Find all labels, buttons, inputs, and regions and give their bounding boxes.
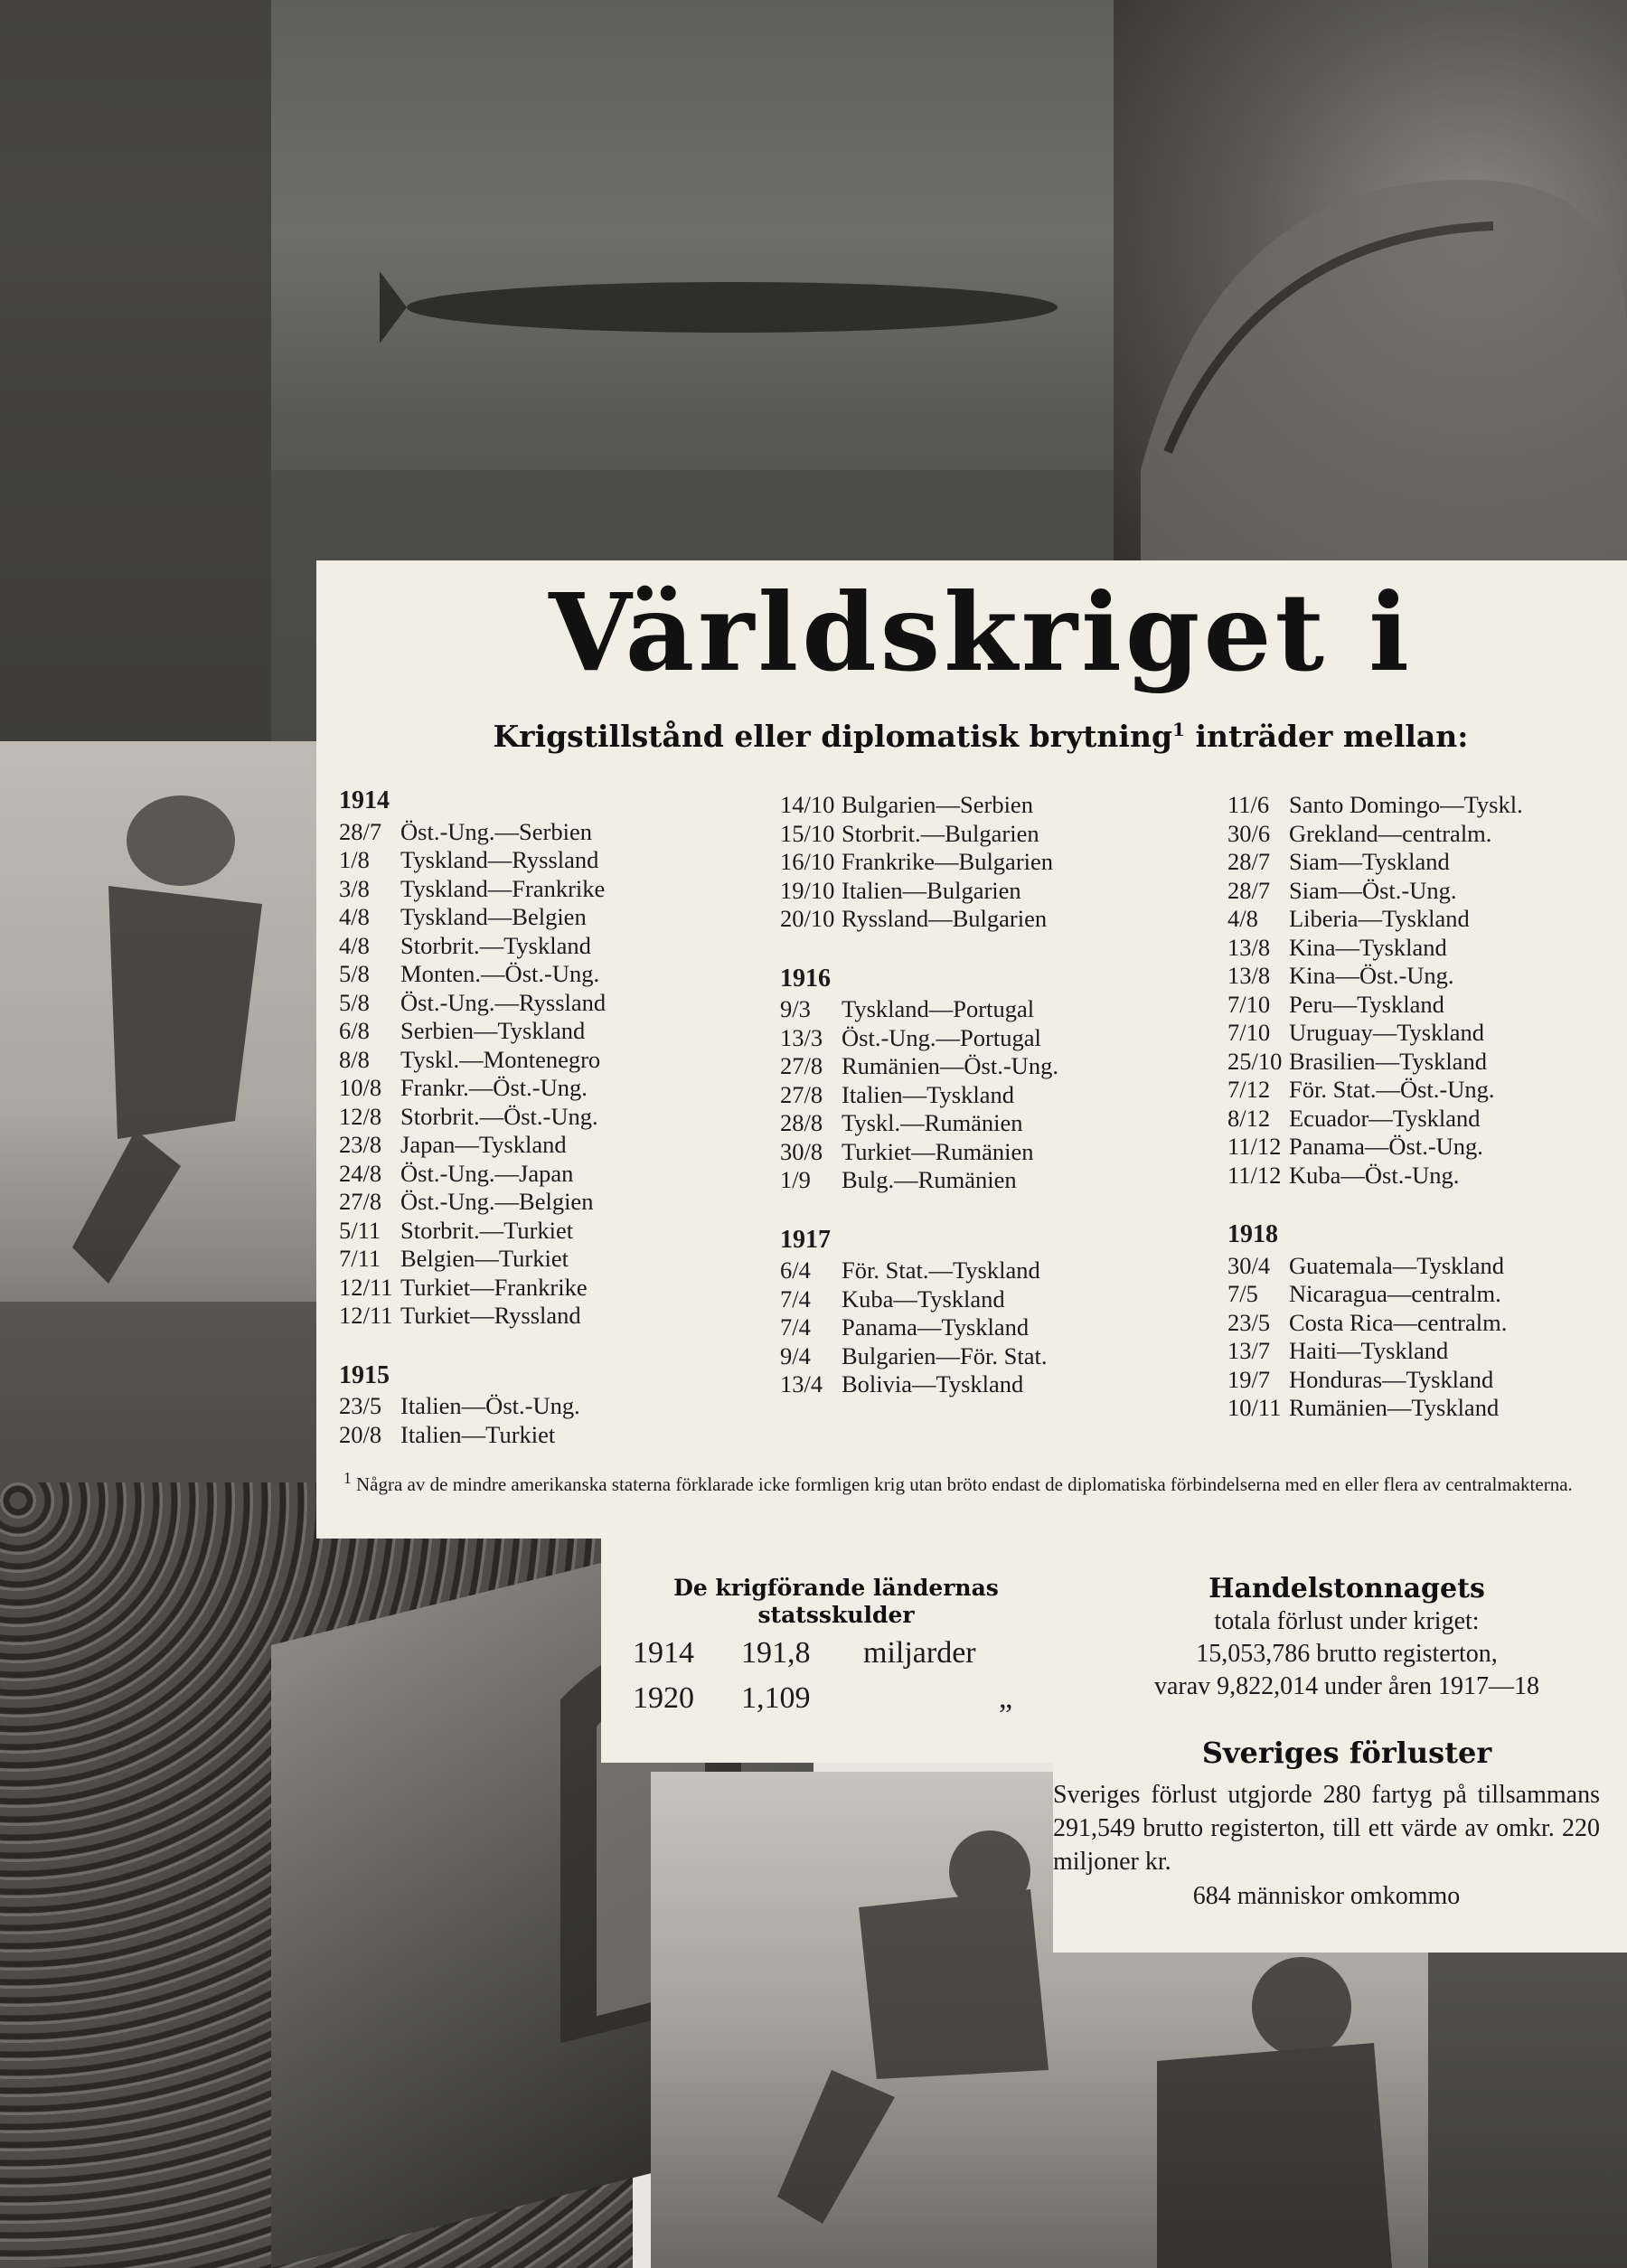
chronology-entry [339,1074,746,1103]
entry-parties: Tyskland—Ryssland [400,846,599,873]
debt-year: 1914 [633,1636,694,1670]
chronology-entry [339,1017,746,1046]
debt-unit: miljarder [863,1636,976,1670]
entry-date: 11/12 [1227,1161,1282,1189]
entry-parties: Kuba—Tyskland [842,1285,1005,1313]
entry-parties: Öst.-Ung.—Japan [400,1159,574,1187]
chronology-entry [780,1256,1187,1285]
chronology-entry [339,1103,746,1132]
chronology-entry [339,846,746,875]
entry-date: 11/12 [1227,1133,1282,1160]
entry-parties: Bulg.—Rumänien [842,1166,1017,1193]
entry-date: 7/4 [780,1285,811,1313]
entry-date: 8/12 [1227,1104,1271,1132]
entry-parties: Turkiet—Ryssland [400,1302,581,1329]
year-heading: 1914 [339,786,390,814]
entry-parties: Italien—Turkiet [400,1420,556,1448]
chronology-entry [339,960,746,989]
entry-parties: Italien—Öst.-Ung. [400,1392,580,1419]
entry-parties: Rumänien—Öst.-Ung. [842,1052,1058,1079]
chronology-entry [339,1302,746,1331]
entry-date: 7/12 [1227,1076,1271,1103]
entry-date: 1/9 [780,1166,811,1193]
entry-date: 25/10 [1227,1047,1283,1075]
sweden-casualties: 684 människor omkommo [1192,1882,1461,1910]
entry-parties: Tyskl.—Rumänien [842,1109,1023,1136]
debt-amount: 191,8 [741,1636,811,1670]
entry-date: 10/11 [1227,1394,1282,1421]
entry-date: 11/6 [1227,791,1270,818]
entry-date: 6/8 [339,1017,370,1044]
entry-parties: Kina—Tyskland [1289,933,1447,961]
chronology-entry [339,1160,746,1189]
chronology-entry [1227,1162,1625,1190]
sweden-text: Sveriges förlust utgjorde 280 fartyg på tillsammans 291,549 brutto registerton, till ett värde av omkr. 220 miljoner kr. [1053,1781,1600,1876]
chronology-entry [780,1109,1187,1138]
column-spacer [1227,1190,1625,1220]
entry-date: 23/5 [339,1392,382,1419]
entry-parties: Tyskland—Frankrike [400,874,606,902]
footnote-text: Några av de mindre amerikanska staterna förklarade icke formligen krig utan bröto endast de diplomatiska förbindelserna med en eller flera av centralmakterna. [351,1473,1573,1495]
debt-amount: 1,109 [741,1681,811,1715]
year-heading: 1915 [339,1360,390,1389]
entry-parties: Öst.-Ung.—Portugal [842,1023,1041,1051]
entry-date: 28/7 [339,817,382,845]
entry-date: 19/10 [780,876,835,904]
debt-unit: „ [999,1681,1013,1715]
column-spacer [780,1195,1187,1226]
debt-title: De krigförande ländernas statsskulder [673,1575,999,1628]
entry-date: 13/8 [1227,962,1271,989]
chronology-entry [780,905,1187,934]
entry-parties: Bulgarien—Serbien [842,791,1033,818]
entry-parties: Turkiet—Frankrike [400,1273,588,1301]
entry-date: 10/8 [339,1074,382,1101]
entry-date: 4/8 [339,903,370,930]
chronology-entry [780,1285,1187,1314]
chronology-entry [780,1138,1187,1167]
entry-parties: Öst.-Ung.—Ryssland [400,988,607,1016]
entry-parties: Santo Domingo—Tyskl. [1289,791,1523,818]
chronology-entry [339,1131,746,1160]
helmet-illustration [1114,0,1627,579]
entry-date: 24/8 [339,1159,382,1187]
chronology-entry [1227,791,1625,820]
helmet-photo [1114,0,1627,579]
entry-date: 28/8 [780,1109,823,1136]
entry-parties: Serbien—Tyskland [400,1017,586,1044]
entry-date: 3/8 [339,874,370,902]
entry-date: 6/4 [780,1256,811,1284]
year-heading: 1918 [1227,1220,1278,1248]
chronology-entry [1227,1337,1625,1366]
chronology-entry [1227,1394,1625,1423]
entry-date: 8/8 [339,1045,370,1073]
chronology-entry [780,1166,1187,1195]
entry-date: 7/4 [780,1313,811,1341]
chronology-entry [1227,934,1625,963]
entry-date: 19/7 [1227,1365,1271,1393]
entry-parties: Bulgarien—För. Stat. [842,1341,1048,1369]
entry-parties: Siam—Öst.-Ung. [1289,876,1457,904]
chronology-entry [1227,1366,1625,1395]
chronology-entry [1227,991,1625,1020]
chronology-entry [1227,1048,1625,1077]
subtitle-end: inträder mellan: [1184,719,1469,754]
entry-parties: Öst.-Ung.—Serbien [400,817,592,845]
entry-date: 13/3 [780,1023,823,1051]
entry-date: 30/6 [1227,819,1271,847]
entry-date: 15/10 [780,819,835,847]
chronology-entry [780,820,1187,849]
entry-parties: Honduras—Tyskland [1289,1365,1494,1393]
entry-parties: Tyskland—Portugal [842,995,1035,1022]
entry-parties: Kina—Öst.-Ung. [1289,962,1454,989]
tonnage-line: 15,053,786 brutto registerton, [1196,1640,1498,1668]
chronology-entry [780,1024,1187,1053]
chronology-entry [339,1245,746,1274]
entry-parties: Storbrit.—Tyskland [400,931,591,959]
chronology-entry [780,1052,1187,1081]
entry-parties: Turkiet—Rumänien [842,1137,1034,1165]
chronology-entry [339,1421,746,1450]
chronology-entry [1227,1133,1625,1162]
entry-date: 7/10 [1227,1019,1271,1046]
entry-parties: Panama—Öst.-Ung. [1289,1133,1483,1160]
entry-date: 5/11 [339,1216,381,1244]
entry-date: 28/7 [1227,876,1271,904]
entry-parties: Kuba—Öst.-Ung. [1289,1161,1460,1189]
entry-date: 16/10 [780,848,835,875]
entry-parties: Ecuador—Tyskland [1289,1104,1481,1132]
entry-parties: Bolivia—Tyskland [842,1370,1024,1398]
entry-parties: Guatemala—Tyskland [1289,1251,1505,1279]
chronology-entry [1227,1019,1625,1048]
entry-date: 7/5 [1227,1280,1258,1307]
debt-row [633,1681,1058,1716]
subtitle-footnote-mark: 1 [1172,719,1185,740]
entry-parties: Panama—Tyskland [842,1313,1030,1341]
entry-date: 23/8 [339,1131,382,1158]
entry-parties: Japan—Tyskland [400,1131,567,1158]
entry-date: 4/8 [1227,905,1258,932]
chronology-entry [339,1392,746,1421]
entry-date: 12/11 [339,1273,393,1301]
entry-date: 14/10 [780,791,835,818]
chronology-entry [1227,1280,1625,1309]
chronology-entry [1227,1105,1625,1134]
entry-parties: Storbrit.—Öst.-Ung. [400,1102,598,1130]
jumping-soldier-photo [0,741,325,1555]
sweden-title: Sveriges förluster [1201,1736,1492,1770]
footnote [343,1466,1600,1496]
chronology-entry [339,1046,746,1075]
entry-parties: Liberia—Tyskland [1289,905,1470,932]
debt-row [633,1636,1058,1670]
chronology-entry [780,1342,1187,1371]
entry-parties: Uruguay—Tyskland [1289,1019,1484,1046]
entry-date: 13/7 [1227,1337,1271,1364]
tonnage-line: varav 9,822,014 under åren 1917—18 [1153,1672,1540,1700]
column-spacer [780,934,1187,965]
year-heading: 1916 [780,964,831,993]
chronology-entry [1227,877,1625,906]
entry-date: 30/8 [780,1137,823,1165]
field-soldiers-photo [1428,1916,1627,2268]
entry-parties: Costa Rica—centralm. [1289,1308,1508,1336]
entry-parties: Nicaragua—centralm. [1289,1280,1501,1307]
chronology-entry [339,903,746,932]
entry-parties: Brasilien—Tyskland [1289,1047,1487,1075]
entry-date: 27/8 [780,1080,823,1108]
entry-parties: Haiti—Tyskland [1289,1337,1449,1364]
entry-date: 27/8 [339,1188,382,1215]
tonnage-title: Handelstonnagets [1208,1573,1485,1605]
entry-parties: Storbrit.—Bulgarien [842,819,1039,847]
entry-parties: Italien—Bulgarien [842,876,1021,904]
entry-date: 4/8 [339,931,370,959]
chronology-entry [339,932,746,961]
chronology-entry [339,1217,746,1246]
chronology-entry [1227,848,1625,877]
debt-year: 1920 [633,1681,694,1715]
chronology-entry [339,1274,746,1303]
entry-date: 13/8 [1227,933,1271,961]
chronology-entry [780,1370,1187,1399]
chronology-entry [780,1313,1187,1342]
chronology-entry [1227,962,1625,991]
entry-parties: Grekland—centralm. [1289,819,1492,847]
chronology-entry [339,875,746,904]
chronology-column-3 [1227,791,1625,1423]
chronology-entry [780,1081,1187,1110]
entry-parties: Öst.-Ung.—Belgien [400,1188,594,1215]
chronology-entry [1227,905,1625,934]
entry-date: 23/5 [1227,1308,1271,1336]
entry-parties: Rumänien—Tyskland [1289,1394,1500,1421]
chronology-entry [1227,1252,1625,1281]
chronology-entry [339,1188,746,1217]
entry-date: 12/8 [339,1102,382,1130]
year-heading: 1917 [780,1225,831,1254]
entry-date: 7/10 [1227,990,1271,1018]
entry-parties: Ryssland—Bulgarien [842,905,1048,932]
subtitle-text: Krigstillstånd eller diplomatisk brytning [493,719,1173,754]
chronology-entry [780,995,1187,1024]
entry-parties: Frankrike—Bulgarien [842,848,1054,875]
chronology-column-2 [780,791,1187,1399]
footnote-mark: 1 [343,1469,352,1487]
entry-date: 1/8 [339,846,370,873]
column-spacer [339,1331,746,1361]
chronology-entry [1227,1309,1625,1338]
entry-date: 7/11 [339,1245,381,1272]
tonnage-line: totala förlust under kriget: [1214,1607,1480,1635]
chronology-entry [780,791,1187,820]
entry-parties: Peru—Tyskland [1289,990,1444,1018]
entry-parties: Tyskl.—Montenegro [400,1045,601,1073]
entry-date: 9/3 [780,995,811,1022]
entry-date: 9/4 [780,1341,811,1369]
chronology-column-1 [339,786,746,1449]
entry-date: 20/10 [780,905,835,932]
chronology-entry [1227,820,1625,849]
entry-date: 30/4 [1227,1251,1271,1279]
chronology-entry [339,818,746,847]
entry-parties: Monten.—Öst.-Ung. [400,960,600,987]
page-subtitle [348,719,1613,754]
chronology-entry [339,989,746,1018]
entry-parties: För. Stat.—Öst.-Ung. [1289,1076,1495,1103]
entry-date: 20/8 [339,1420,382,1448]
chronology-entry [780,848,1187,877]
entry-date: 27/8 [780,1052,823,1079]
entry-parties: Frankr.—Öst.-Ung. [400,1074,588,1101]
entry-parties: Storbrit.—Turkiet [400,1216,574,1244]
entry-date: 13/4 [780,1370,823,1398]
entry-date: 12/11 [339,1302,393,1329]
chronology-entry [780,877,1187,906]
entry-parties: Italien—Tyskland [842,1080,1014,1108]
chronology-entry [1227,1076,1625,1105]
entry-parties: Siam—Tyskland [1289,848,1450,875]
entry-date: 28/7 [1227,848,1271,875]
entry-parties: För. Stat.—Tyskland [842,1256,1040,1284]
entry-parties: Belgien—Turkiet [400,1245,569,1272]
entry-parties: Tyskland—Belgien [400,903,587,930]
page-title: Världskriget i [549,569,1413,695]
entry-date: 5/8 [339,988,370,1016]
entry-date: 5/8 [339,960,370,987]
soldier-illustration [0,741,325,1555]
